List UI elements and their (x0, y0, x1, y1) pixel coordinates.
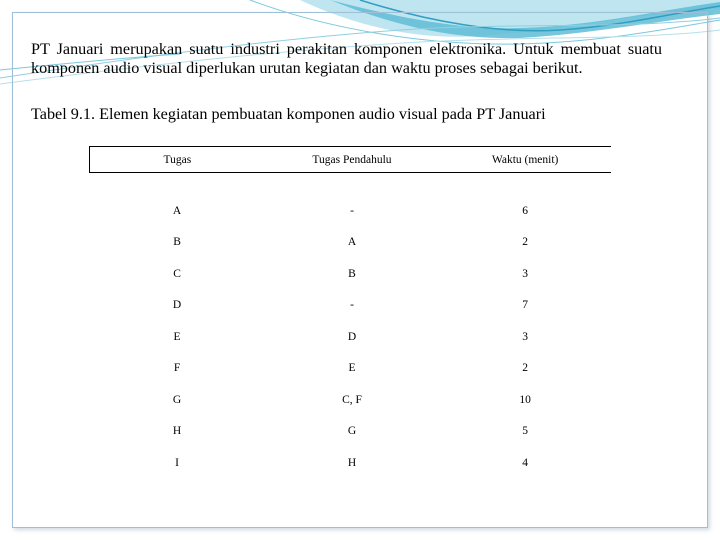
cell-pendahulu: - (350, 204, 354, 217)
cell-tugas: I (175, 456, 179, 469)
cell-tugas: D (172, 299, 182, 312)
cell-pendahulu: D (347, 330, 357, 343)
cell-pendahulu: - (350, 299, 354, 312)
table-row (90, 353, 612, 385)
task-table (89, 146, 611, 479)
table-row (90, 321, 612, 353)
cell-tugas: F (173, 362, 181, 375)
cell-tugas: B (173, 236, 181, 249)
cell-pendahulu: C, F (342, 393, 362, 406)
table-row (90, 384, 612, 416)
cell-tugas: H (172, 425, 182, 438)
cell-waktu: 10 (519, 393, 531, 406)
header-tugas: Tugas (90, 147, 265, 173)
cell-waktu: 5 (522, 425, 529, 438)
cell-pendahulu: H (347, 456, 357, 469)
cell-pendahulu: B (348, 267, 356, 280)
cell-pendahulu: G (347, 425, 357, 438)
table-caption: Tabel 9.1. Elemen kegiatan pembuatan komponen audio visual pada PT Januari (31, 105, 546, 123)
cell-waktu: 7 (522, 299, 529, 312)
intro-paragraph (31, 40, 662, 77)
header-tugas-pendahulu: Tugas Pendahulu (265, 147, 440, 173)
cell-waktu: 3 (522, 330, 529, 343)
cell-tugas: E (173, 330, 181, 343)
cell-waktu: 4 (522, 456, 529, 469)
cell-waktu: 6 (522, 204, 529, 217)
table-row (90, 290, 612, 322)
table-row (90, 195, 612, 227)
cell-pendahulu: A (347, 236, 357, 249)
table-spacer (90, 173, 612, 196)
cell-tugas: C (173, 267, 181, 280)
header-waktu: Waktu (menit) (439, 147, 611, 173)
table-row (90, 227, 612, 259)
cell-waktu: 3 (522, 267, 529, 280)
cell-pendahulu: E (348, 362, 356, 375)
intro-text: PT Januari merupakan suatu industri perakitan komponen elektronika. Untuk membuat suatu komponen audio visual diperlukan urutan kegiatan dan waktu proses sebagai berikut. (31, 40, 662, 77)
cell-waktu: 2 (522, 236, 529, 249)
table-row (90, 447, 612, 479)
cell-waktu: 2 (522, 362, 529, 375)
table-header-row (90, 147, 612, 173)
cell-tugas: A (172, 204, 182, 217)
table-row (90, 258, 612, 290)
table-row (90, 416, 612, 448)
cell-tugas: G (172, 393, 182, 406)
